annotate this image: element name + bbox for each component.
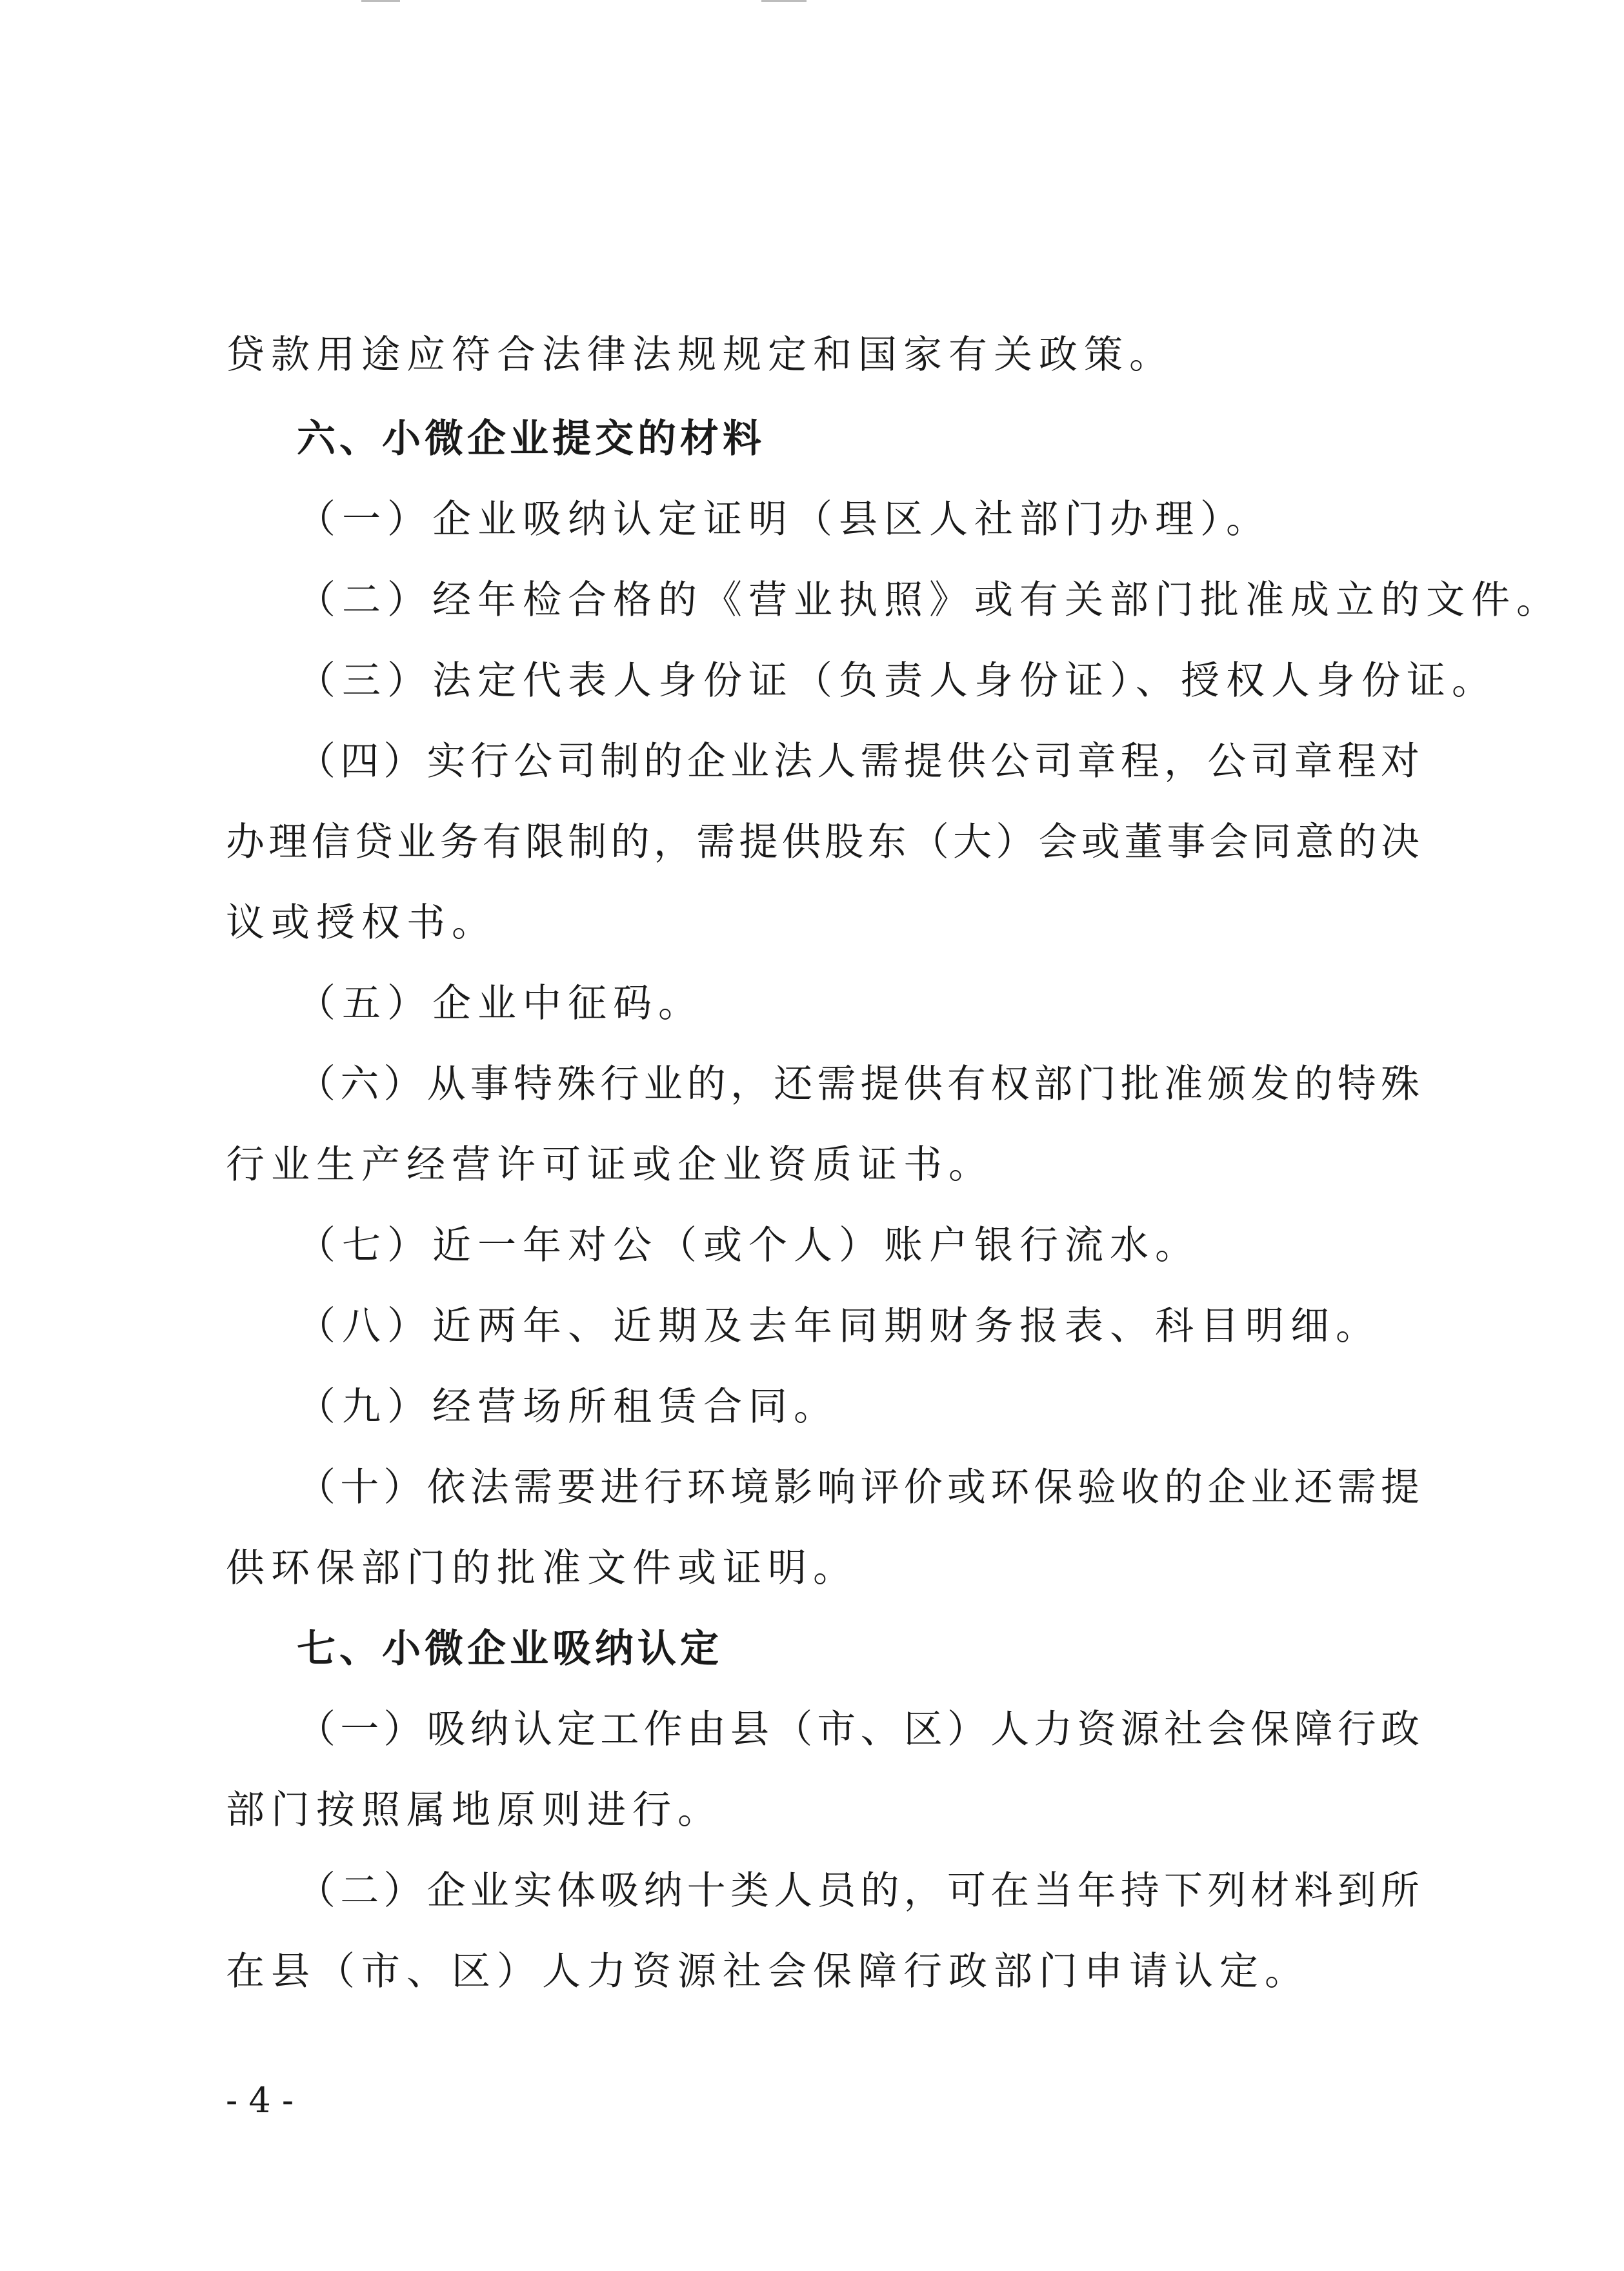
list-item: （六）从事特殊行业的，还需提供有权部门批准颁发的特殊 bbox=[297, 1062, 1419, 1107]
list-item: （三）法定代表人身份证（负责人身份证）、授权人身份证。 bbox=[297, 658, 1497, 703]
list-item: （二）经年检合格的《营业执照》或有关部门批准成立的文件。 bbox=[297, 578, 1561, 623]
paragraph-line: 办理信贷业务有限制的，需提供股东（大）会或董事会同意的决 bbox=[226, 820, 1419, 865]
list-item: （一）吸纳认定工作由县（市、区）人力资源社会保障行政 bbox=[297, 1707, 1419, 1752]
list-item: （九）经营场所租赁合同。 bbox=[297, 1384, 839, 1429]
section-heading-6: 六、小微企业提交的材料 bbox=[297, 416, 765, 461]
list-item: （十）依法需要进行环境影响评价或环保验收的企业还需提 bbox=[297, 1465, 1419, 1510]
list-item: （四）实行公司制的企业法人需提供公司章程，公司章程对 bbox=[297, 739, 1419, 784]
paragraph-line: 供环保部门的批准文件或证明。 bbox=[226, 1546, 858, 1591]
paragraph-line: 议或授权书。 bbox=[226, 900, 497, 945]
scan-artifact bbox=[761, 0, 807, 2]
paragraph-line: 在县（市、区）人力资源社会保障行政部门申请认定。 bbox=[226, 1949, 1310, 1994]
list-item: （一）企业吸纳认定证明（县区人社部门办理）。 bbox=[297, 497, 1271, 542]
list-item: （八）近两年、近期及去年同期财务报表、科目明细。 bbox=[297, 1304, 1381, 1349]
paragraph-line: 贷款用途应符合法律法规规定和国家有关政策。 bbox=[226, 332, 1174, 378]
list-item: （二）企业实体吸纳十类人员的，可在当年持下列材料到所 bbox=[297, 1868, 1419, 1913]
list-item: （五）企业中征码。 bbox=[297, 981, 703, 1026]
list-item: （七）近一年对公（或个人）账户银行流水。 bbox=[297, 1223, 1200, 1268]
paragraph-line: 部门按照属地原则进行。 bbox=[226, 1788, 723, 1833]
paragraph-line: 行业生产经营许可证或企业资质证书。 bbox=[226, 1142, 994, 1187]
page-number: - 4 - bbox=[226, 2080, 294, 2121]
scan-artifact bbox=[361, 0, 400, 2]
section-heading-7: 七、小微企业吸纳认定 bbox=[297, 1626, 723, 1671]
